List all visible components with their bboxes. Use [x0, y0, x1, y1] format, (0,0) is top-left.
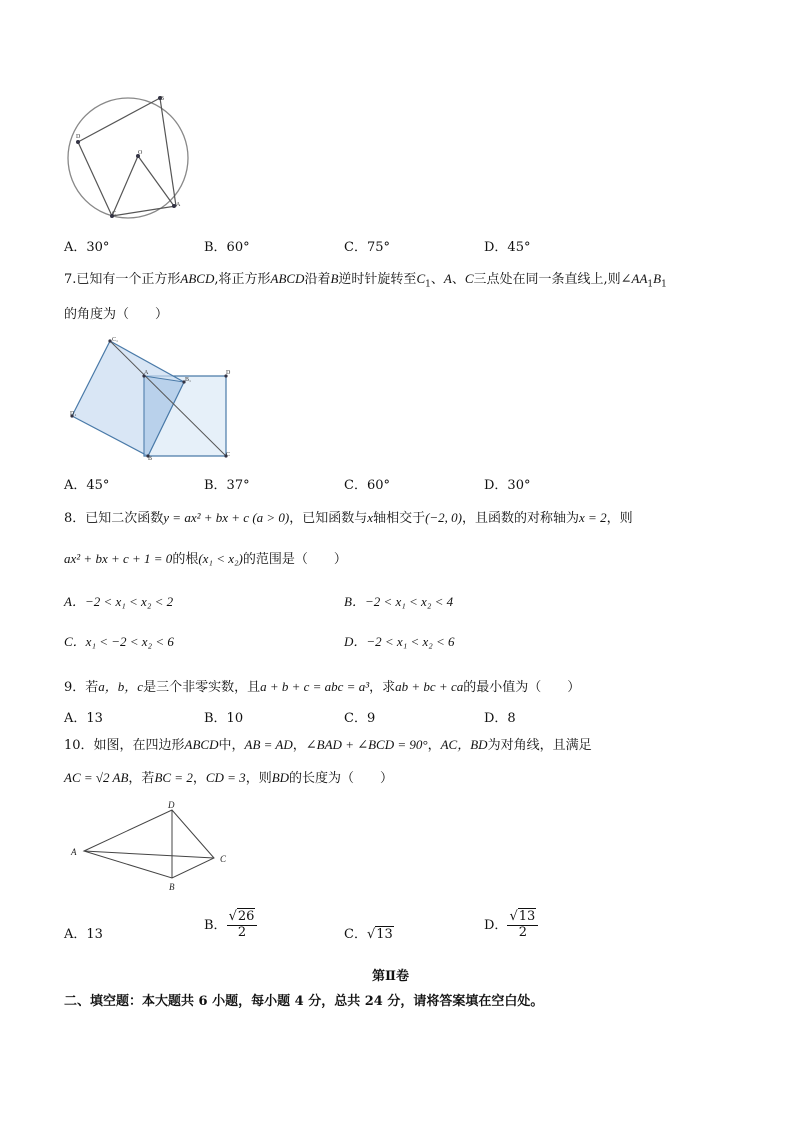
- q10-option-d-radicand: 13: [518, 909, 536, 924]
- q8-text: ，则: [606, 511, 633, 526]
- q7-question-line2: 的角度为（ ）: [64, 307, 169, 322]
- q8-equation: ax² + bx + c + 1 = 0: [64, 551, 173, 566]
- q6-label-b: B: [160, 96, 165, 102]
- q7-option-b: B．37°: [204, 478, 250, 493]
- q9-text: 的最小值为（ ）: [463, 680, 581, 695]
- q7-var: A: [443, 271, 452, 286]
- q8-option-a: A．−2 < x₁ < x₂ < 2: [64, 594, 174, 609]
- q7-var: ABCD: [180, 271, 215, 286]
- q8-option-d: D．−2 < x₁ < x₂ < 6: [344, 634, 455, 649]
- q7-sub: 1: [661, 279, 667, 290]
- q10-quadrilateral-figure: [66, 798, 236, 894]
- q6-label-d: D: [76, 134, 81, 140]
- q6-label-a: A: [176, 202, 181, 208]
- q10-label-a: A: [71, 847, 77, 857]
- q6-label-c: C: [112, 211, 117, 217]
- q10-label-b: B: [169, 882, 175, 892]
- q7-label-b: B: [148, 456, 153, 460]
- q7-option-d: D．30°: [484, 478, 531, 493]
- q10-option-a: A．13: [64, 927, 103, 942]
- q7-sub: 1: [425, 279, 431, 290]
- q10-option-b: [204, 910, 257, 941]
- q6-option-d: D．45°: [484, 240, 531, 255]
- q8-roots: (x₁ < x₂): [198, 551, 243, 566]
- q10-equation: AC = √2 AB: [64, 770, 129, 785]
- q7-var: C: [416, 271, 426, 286]
- q10-text: ，则: [245, 771, 272, 786]
- q8-option-c: C．x₁ < −2 < x₂ < 6: [64, 634, 174, 649]
- q8-point: (−2, 0): [425, 510, 463, 525]
- q7-text: 逆时针旋转至: [338, 272, 417, 287]
- q9-text: 是三个非零实数，且: [143, 680, 261, 695]
- q8-text: ，且函数的对称轴为: [462, 511, 580, 526]
- q10-option-b-label: B．: [204, 917, 227, 933]
- q7-label-a: A: [144, 370, 149, 376]
- q9-vars: a，b，c: [98, 679, 144, 694]
- q7-var: C: [464, 271, 474, 286]
- q10-text: 10．如图，在四边形: [64, 738, 185, 753]
- q6-option-a: A．30°: [64, 240, 110, 255]
- q8-var: x: [367, 510, 374, 525]
- q10-option-d-fraction: $\frac{√13}{2}$: [507, 910, 538, 941]
- q7-var: ABCD: [270, 271, 305, 286]
- q7-text: 沿着: [304, 272, 331, 287]
- q10-option-c-label: C．: [344, 927, 367, 942]
- q9-option-d: D．8: [484, 711, 516, 726]
- q7-text: ,将正方形: [214, 272, 271, 287]
- q9-expression: ab + bc + ca: [395, 679, 464, 694]
- q10-text: 中，: [218, 738, 245, 753]
- q10-var: ABCD: [184, 737, 219, 752]
- q10-equation: AB = AD: [244, 737, 293, 752]
- q10-option-c: C．√13: [344, 927, 393, 942]
- q8-question-line2: [64, 548, 347, 567]
- q10-var: AC，BD: [440, 737, 488, 752]
- q6-option-c: C．75°: [344, 240, 390, 255]
- q7-var: B: [653, 271, 662, 286]
- q7-label-b1: B₁: [185, 377, 192, 383]
- q7-question-line1: [64, 268, 667, 290]
- q10-option-d: [484, 910, 538, 941]
- q8-text: 轴相交于: [373, 511, 426, 526]
- q10-label-d: D: [168, 800, 175, 810]
- q6-label-o: O: [138, 150, 143, 156]
- q10-text: ，: [427, 738, 441, 753]
- q7-label-c1: C₁: [112, 337, 119, 343]
- q10-text: ，若: [128, 771, 155, 786]
- q7-sub: 1: [647, 279, 654, 290]
- q10-equation: CD = 3: [205, 770, 246, 785]
- q7-option-a: A．45°: [64, 478, 110, 493]
- q9-text: 9．若: [64, 680, 99, 695]
- q9-equation: a + b + c = abc = a³: [260, 679, 370, 694]
- q7-var: AA: [631, 271, 648, 286]
- q10-text: 为对角线，且满足: [487, 738, 592, 753]
- q6-option-b: B．60°: [204, 240, 250, 255]
- q8-question-line1: [64, 507, 633, 526]
- q10-option-b-denominator: 2: [237, 924, 247, 940]
- q8-option-b: B．−2 < x₁ < x₂ < 4: [344, 594, 454, 609]
- q10-equation: ∠BAD + ∠BCD = 90°: [305, 737, 428, 752]
- q8-axis: x = 2: [579, 510, 607, 525]
- q7-text: 7.已知有一个正方形: [64, 272, 181, 287]
- q10-text: ，: [292, 738, 306, 753]
- q9-option-a: A．13: [64, 711, 103, 726]
- q10-question-line2: [64, 767, 393, 786]
- section-title: 第Ⅱ卷: [372, 969, 409, 984]
- q8-text: 8．已知二次函数: [64, 511, 164, 526]
- q10-label-c: C: [220, 854, 227, 864]
- q10-var: BD: [271, 770, 290, 785]
- q10-text: ，: [192, 771, 206, 786]
- q7-squares-figure: [64, 336, 236, 460]
- q8-text: 的根: [172, 552, 199, 567]
- q10-option-b-radicand: 26: [237, 909, 255, 924]
- q7-label-d1: D₁: [70, 411, 77, 417]
- q10-option-d-label: D．: [484, 917, 508, 933]
- q7-text: 、: [451, 272, 465, 287]
- q7-option-c: C．60°: [344, 478, 390, 493]
- section-heading: 二、填空题：本大题共 6 小题，每小题 4 分，总共 24 分，请将答案填在空白处。: [64, 994, 544, 1009]
- q7-label-c: C: [226, 452, 231, 458]
- q9-option-c: C．9: [344, 711, 376, 726]
- q8-text: ，已知函数与: [289, 511, 368, 526]
- q9-text: ，求: [369, 680, 396, 695]
- q10-option-b-fraction: $\frac{√26}{2}$: [227, 910, 258, 941]
- q10-text: 的长度为（ ）: [289, 771, 394, 786]
- q6-circle-figure: [66, 92, 196, 224]
- q7-var: B: [330, 271, 339, 286]
- q9-option-b: B．10: [204, 711, 244, 726]
- q10-question-line1: [64, 734, 592, 753]
- q7-label-d: D: [226, 370, 231, 376]
- q7-text: 三点处在同一条直线上,则∠: [473, 272, 632, 287]
- q10-option-c-radicand: 13: [376, 927, 393, 942]
- q9-question: [64, 676, 580, 695]
- q10-option-d-denominator: 2: [518, 924, 527, 940]
- q7-text: 、: [430, 272, 444, 287]
- q8-text: 的范围是（ ）: [242, 552, 347, 567]
- q8-function: y = ax² + bx + c (a > 0): [163, 510, 290, 525]
- q10-equation: BC = 2: [154, 770, 193, 785]
